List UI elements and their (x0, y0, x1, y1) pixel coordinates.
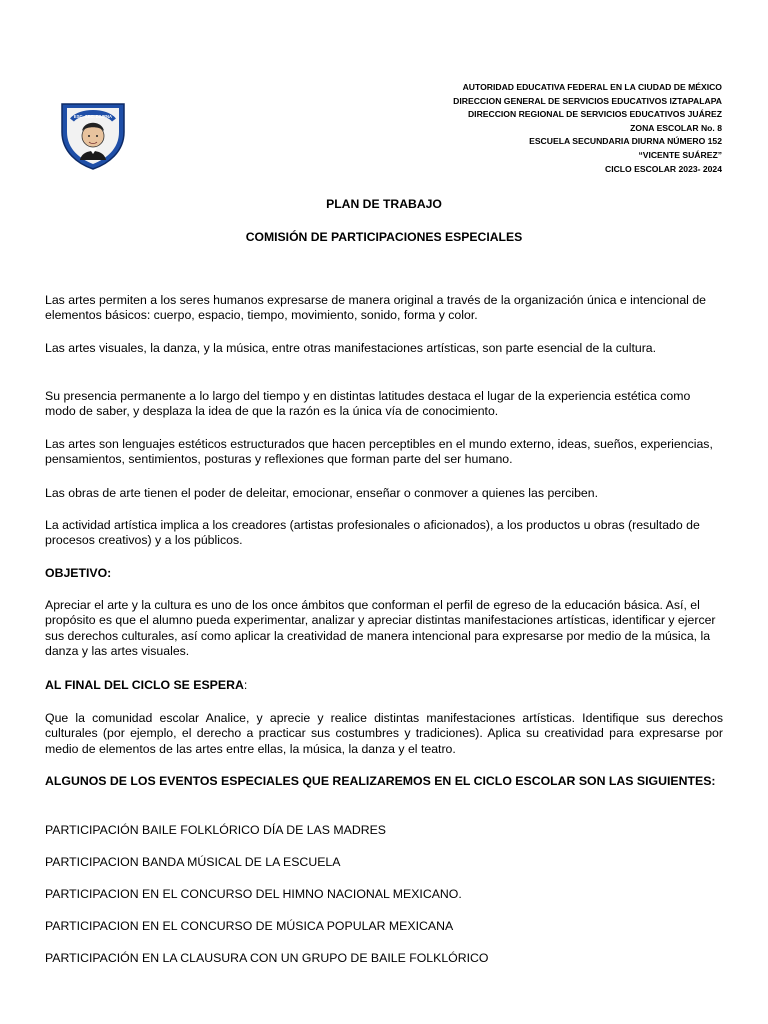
event-item: PARTICIPACION EN EL CONCURSO DEL HIMNO NACIONAL MEXICANO. (45, 887, 462, 901)
document-subtitle: COMISIÓN DE PARTICIPACIONES ESPECIALES (245, 230, 523, 244)
institution-header (453, 81, 722, 176)
event-item: PARTICIPACIÓN EN LA CLAUSURA CON UN GRUPO DE BAILE FOLKLÓRICO (45, 951, 489, 965)
expect-heading-line (45, 678, 723, 693)
objective-heading: OBJETIVO: (45, 566, 112, 580)
intro-paragraph: Las obras de arte tienen el poder de deleitar, emocionar, enseñar o conmover a quienes las perciben. (45, 486, 599, 500)
event-item: PARTICIPACIÓN BAILE FOLKLÓRICO DÍA DE LAS MADRES (45, 823, 386, 837)
header-line: CICLO ESCOLAR 2023- 2024 (604, 163, 722, 174)
header-line: ZONA ESCOLAR No. 8 (630, 122, 722, 133)
intro-paragraph: Las artes son lenguajes estéticos estructurados que hacen perceptibles en el mundo externo, ideas, sueños, experiencias, pensamientos, sentimientos, posturas y reflexiones que forman parte del ser humano. (45, 437, 713, 467)
objective-text: Apreciar el arte y la cultura es uno de los once ámbitos que conforman el perfil de egreso de la educación básica. Así, el propósito es que el alumno pueda experimentar, analizar y apreciar distintas manifestaciones artísticas, identificar y ejercer sus derechos culturales, así como aplicar la creatividad de manera intencional para expresarse por medio de la música, la danza y las artes visuales. (45, 598, 716, 659)
expect-colon: : (243, 678, 248, 692)
crest-text: ESC. SEC. DIURNA (73, 114, 113, 119)
events-heading: ALGUNOS DE LOS EVENTOS ESPECIALES QUE REALIZAREMOS EN EL CICLO ESCOLAR SON LAS SIGUIENTES: (45, 774, 716, 788)
header-line: AUTORIDAD EDUCATIVA FEDERAL EN LA CIUDAD DE MÉXICO (462, 82, 722, 92)
intro-paragraph: Su presencia permanente a lo largo del tiempo y en distintas latitudes destaca el lugar de la experiencia estética como modo de saber, y desplaza la idea de que la razón es la única vía de conocimiento. (45, 389, 691, 419)
intro-paragraph: Las artes visuales, la danza, y la música, entre otras manifestaciones artísticas, son parte esencial de la cultura. (45, 341, 657, 355)
event-item: PARTICIPACION BANDA MÚSICAL DE LA ESCUELA (45, 855, 341, 869)
school-crest-logo (58, 98, 128, 170)
document-title: PLAN DE TRABAJO (326, 197, 442, 211)
header-line: ESCUELA SECUNDARIA DIURNA NÚMERO 152 (529, 136, 722, 147)
header-line: DIRECCION GENERAL DE SERVICIOS EDUCATIVOS IZTAPALAPA (453, 95, 722, 106)
event-item: PARTICIPACION EN EL CONCURSO DE MÚSICA POPULAR MEXICANA (45, 919, 454, 933)
intro-paragraph: La actividad artística implica a los creadores (artistas profesionales o aficionados), a los productos u obras (resultado de procesos creativos) y a los públicos. (45, 518, 700, 548)
header-line: DIRECCION REGIONAL DE SERVICIOS EDUCATIVOS JUÁREZ (467, 109, 722, 120)
header-line: “VICENTE SUÁREZ” (638, 149, 722, 160)
expect-heading: AL FINAL DEL CICLO SE ESPERA (45, 678, 244, 692)
expect-text: Que la comunidad escolar Analice, y aprecie y realice distintas manifestaciones artísticas. Identifique sus derechos culturales (por ejemplo, el derecho a practicar sus costumbres y tradiciones). Aplica su creatividad para expresarse por medio de elementos de las artes entre ellas, la música, la danza y el teatro. (45, 711, 723, 756)
intro-paragraph: Las artes permiten a los seres humanos expresarse de manera original a través de la organización única e intencional de elementos básicos: cuerpo, espacio, tiempo, movimiento, sonido, forma y color. (45, 293, 706, 323)
